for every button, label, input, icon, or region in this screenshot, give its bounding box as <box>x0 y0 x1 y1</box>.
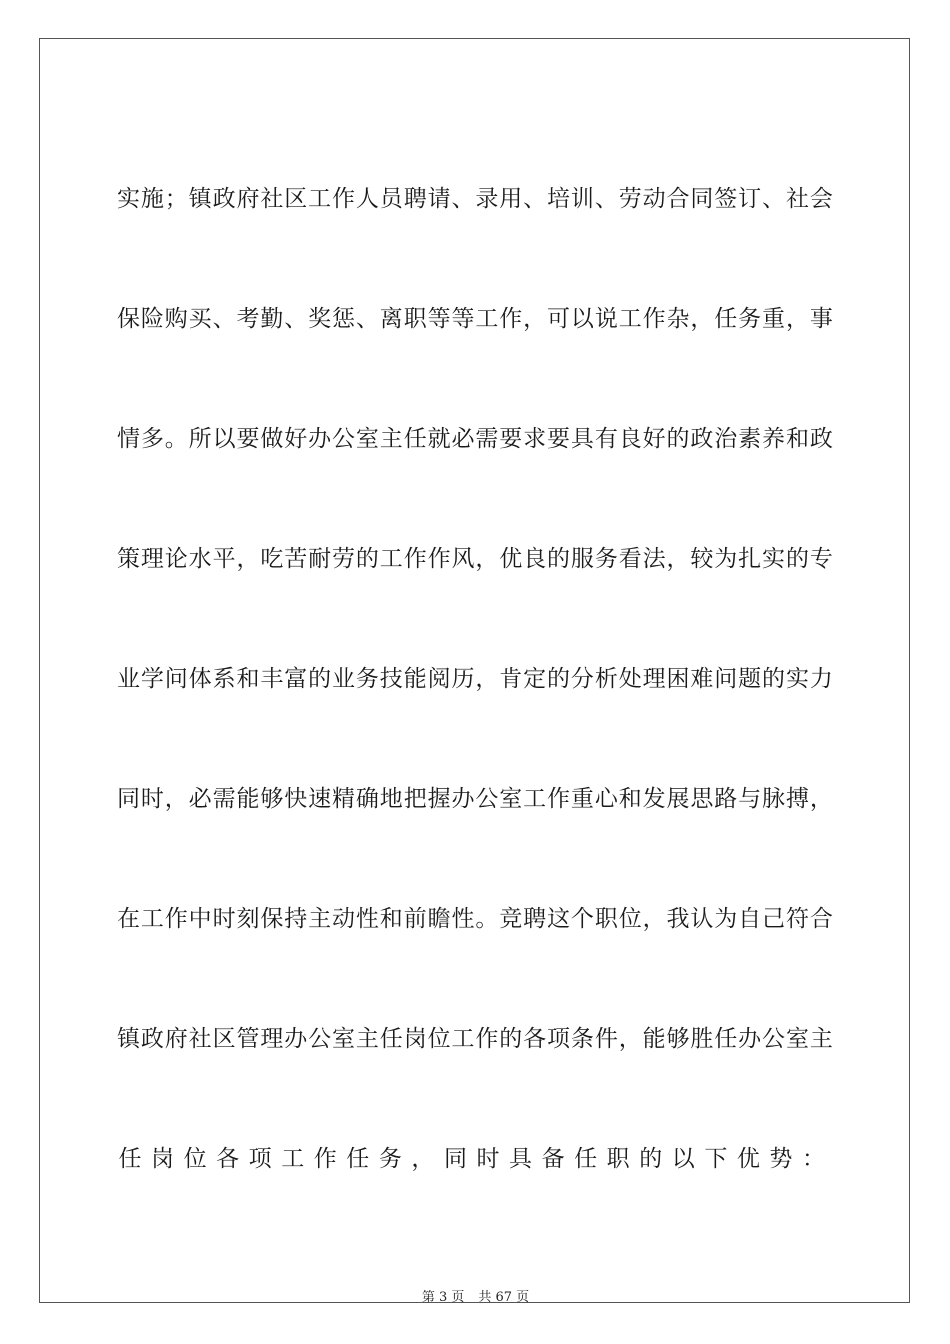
page-footer <box>40 1286 911 1305</box>
text-line: 业 学 问 体 系 和 丰 富 的 业 务 技 能 阅 历 ， 肯 定 的 分 析 处 理 困 难 问 题 的 实 力 <box>117 665 833 692</box>
page-frame <box>39 38 910 1303</box>
text-line: 保 险 购 买 、 考 勤 、 奖 惩 、 离 职 等 等 工 作 ， 可 以 说 工 作 杂 ， 任 务 重 ， 事 <box>117 305 833 332</box>
text-line: 情 多 。 所 以 要 做 好 办 公 室 主 任 就 必 需 要 求 要 具 有 良 好 的 政 治 素 养 和 政 <box>117 425 833 452</box>
page-number: 第 3 页 <box>421 1290 465 1305</box>
body-text <box>117 139 833 1219</box>
text-line: 实 施 ； 镇 政 府 社 区 工 作 人 员 聘 请 、 录 用 、 培 训 、 劳 动 合 同 签 订 、 社 会 <box>117 185 833 212</box>
text-line: 在 工 作 中 时 刻 保 持 主 动 性 和 前 瞻 性 。 竞 聘 这 个 职 位 ， 我 认 为 自 己 符 合 <box>117 905 833 932</box>
text-line: 策 理 论 水 平 ， 吃 苦 耐 劳 的 工 作 作 风 ， 优 良 的 服 务 看 法 ， 较 为 扎 实 的 专 <box>117 545 833 572</box>
text-line: 任 岗 位 各 项 工 作 任 务 ， 同 时 具 备 任 职 的 以 下 优 势 ： <box>118 1145 825 1172</box>
text-line: 镇 政 府 社 区 管 理 办 公 室 主 任 岗 位 工 作 的 各 项 条 件 ， 能 够 胜 任 办 公 室 主 <box>117 1025 833 1052</box>
text-line: 同 时 ， 必 需 能 够 快 速 精 确 地 把 握 办 公 室 工 作 重 心 和 发 展 思 路 与 脉 搏 ， <box>117 785 833 812</box>
page-total: 共 67 页 <box>478 1290 530 1305</box>
